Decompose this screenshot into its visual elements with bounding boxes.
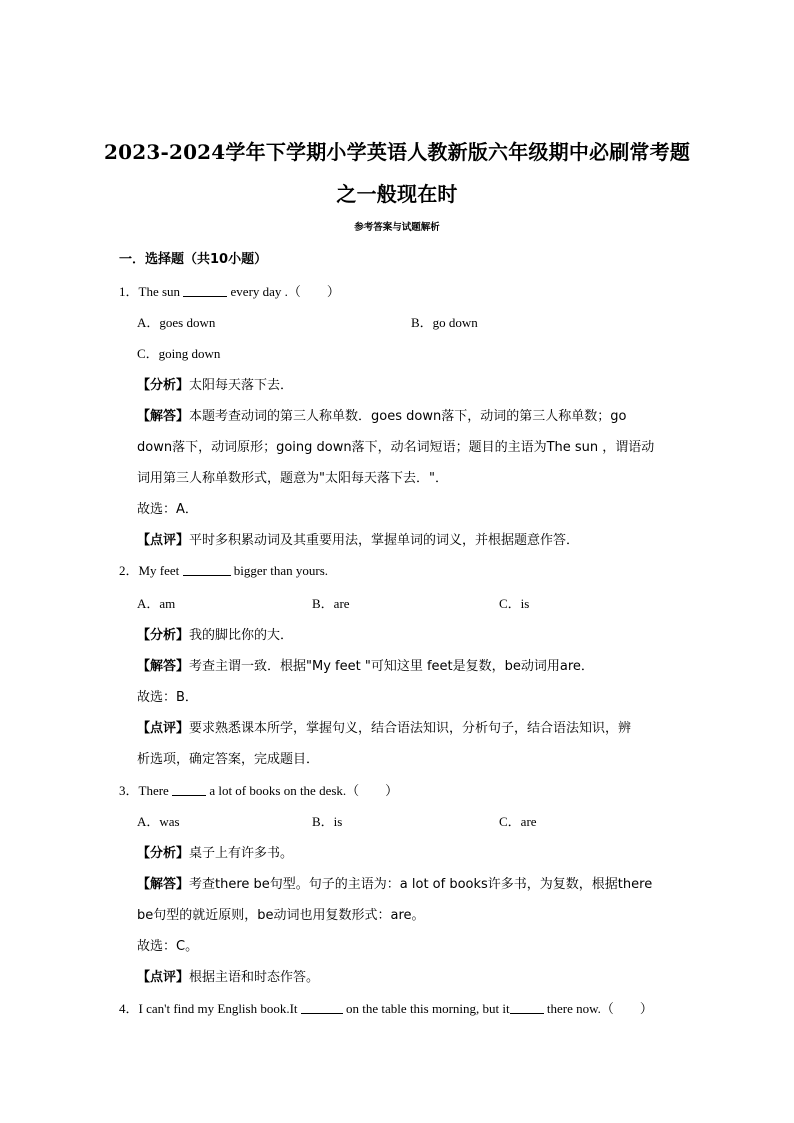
page-title: 2023-2024学年下学期小学英语人教新版六年级期中必刷常考题: [103, 140, 691, 164]
question-2-option-b: B．are: [312, 596, 350, 611]
comment-label: 【点评】: [137, 721, 190, 736]
question-1-stem: [119, 281, 340, 300]
question-3-option-a: A．was: [137, 814, 180, 829]
analysis-label: 【分析】: [137, 846, 190, 861]
question-2-answer: [137, 655, 594, 674]
answer-text-line: 考查there be句型。句子的主语为：a lot of books许多书，为复数，根据there: [189, 877, 653, 892]
answer-blank: [183, 284, 227, 297]
comment-text-line: 析选项，确定答案，完成题目．: [137, 752, 320, 767]
question-3-stem: [119, 780, 398, 799]
section-heading: 一．选择题（共10小题）: [119, 252, 268, 267]
question-3-analysis: [137, 842, 293, 861]
question-2-option-c: C．is: [499, 596, 530, 611]
question-1-option-b: B．go down: [411, 315, 478, 330]
answer-label: 【解答】: [137, 659, 190, 674]
question-2-analysis: [137, 624, 293, 643]
analysis-label: 【分析】: [137, 628, 190, 643]
page-subtitle: 参考答案与试题解析: [354, 222, 440, 233]
question-2-stem-end: bigger than yours.: [230, 563, 329, 578]
question-3-answer: [137, 873, 652, 892]
question-3-option-c: C．are: [499, 814, 537, 829]
question-2-comment: [137, 717, 631, 736]
comment-label: 【点评】: [137, 533, 190, 548]
question-3-stem-start: 3．There: [119, 783, 173, 798]
question-1-choice: 故选：A．: [137, 502, 198, 517]
answer-blank: [301, 1001, 343, 1014]
question-1-comment: [137, 529, 579, 548]
question-3-stem-end: a lot of books on the desk.（ ）: [206, 783, 399, 798]
answer-text-line: 考查主谓一致．根据"My feet "可知这里 feet是复数，be动词用are．: [189, 659, 594, 674]
analysis-text: 我的脚比你的大．: [189, 628, 294, 643]
question-2-stem-start: 2．My feet: [119, 563, 183, 578]
answer-label: 【解答】: [137, 409, 190, 424]
question-3-comment: [137, 966, 319, 985]
answer-blank: [172, 783, 206, 796]
question-1-stem-end: every day .（ ）: [227, 284, 340, 299]
question-1-option-c: C．going down: [137, 346, 221, 361]
comment-label: 【点评】: [137, 970, 190, 985]
question-4-stem-end: there now.（ ）: [543, 1001, 653, 1016]
page-title-line2: 之一般现在时: [336, 182, 458, 206]
analysis-label: 【分析】: [137, 378, 190, 393]
question-4-stem: [119, 998, 653, 1017]
answer-text-line: 词用第三人称单数形式，题意为"太阳每天落下去．"．: [137, 471, 448, 486]
comment-text: 根据主语和时态作答。: [189, 970, 320, 985]
comment-text: 平时多积累动词及其重要用法，掌握单词的词义，并根据题意作答．: [189, 533, 580, 548]
question-3-choice: 故选：C。: [137, 939, 199, 954]
answer-label: 【解答】: [137, 877, 190, 892]
comment-text: 要求熟悉课本所学，掌握句义，结合语法知识，分析句子，结合语法知识，辨: [189, 721, 632, 736]
analysis-text: 太阳每天落下去．: [189, 378, 294, 393]
question-3-option-b: B．is: [312, 814, 343, 829]
question-1-stem-start: 1．The sun: [119, 284, 184, 299]
answer-text-line: 本题考查动词的第三人称单数．goes down落下，动词的第三人称单数；go: [189, 409, 627, 424]
question-1-analysis: [137, 374, 293, 393]
analysis-text: 桌子上有许多书。: [189, 846, 294, 861]
question-4-stem-middle: on the table this morning, but it: [342, 1001, 510, 1016]
answer-blank: [183, 563, 231, 576]
question-4-stem-start: 4．I can't find my English book.It: [119, 1001, 301, 1016]
question-1-option-a: A．goes down: [137, 315, 216, 330]
question-2-stem: [119, 560, 328, 579]
answer-text-line: down落下，动词原形；going down落下，动名词短语；题目的主语为The sun ，谓语动: [137, 440, 655, 455]
answer-text-line: be句型的就近原则，be动词也用复数形式：are。: [137, 908, 425, 923]
answer-blank: [510, 1001, 544, 1014]
question-2-choice: 故选：B．: [137, 690, 198, 705]
question-2-option-a: A．am: [137, 596, 176, 611]
question-1-answer: [137, 405, 626, 424]
